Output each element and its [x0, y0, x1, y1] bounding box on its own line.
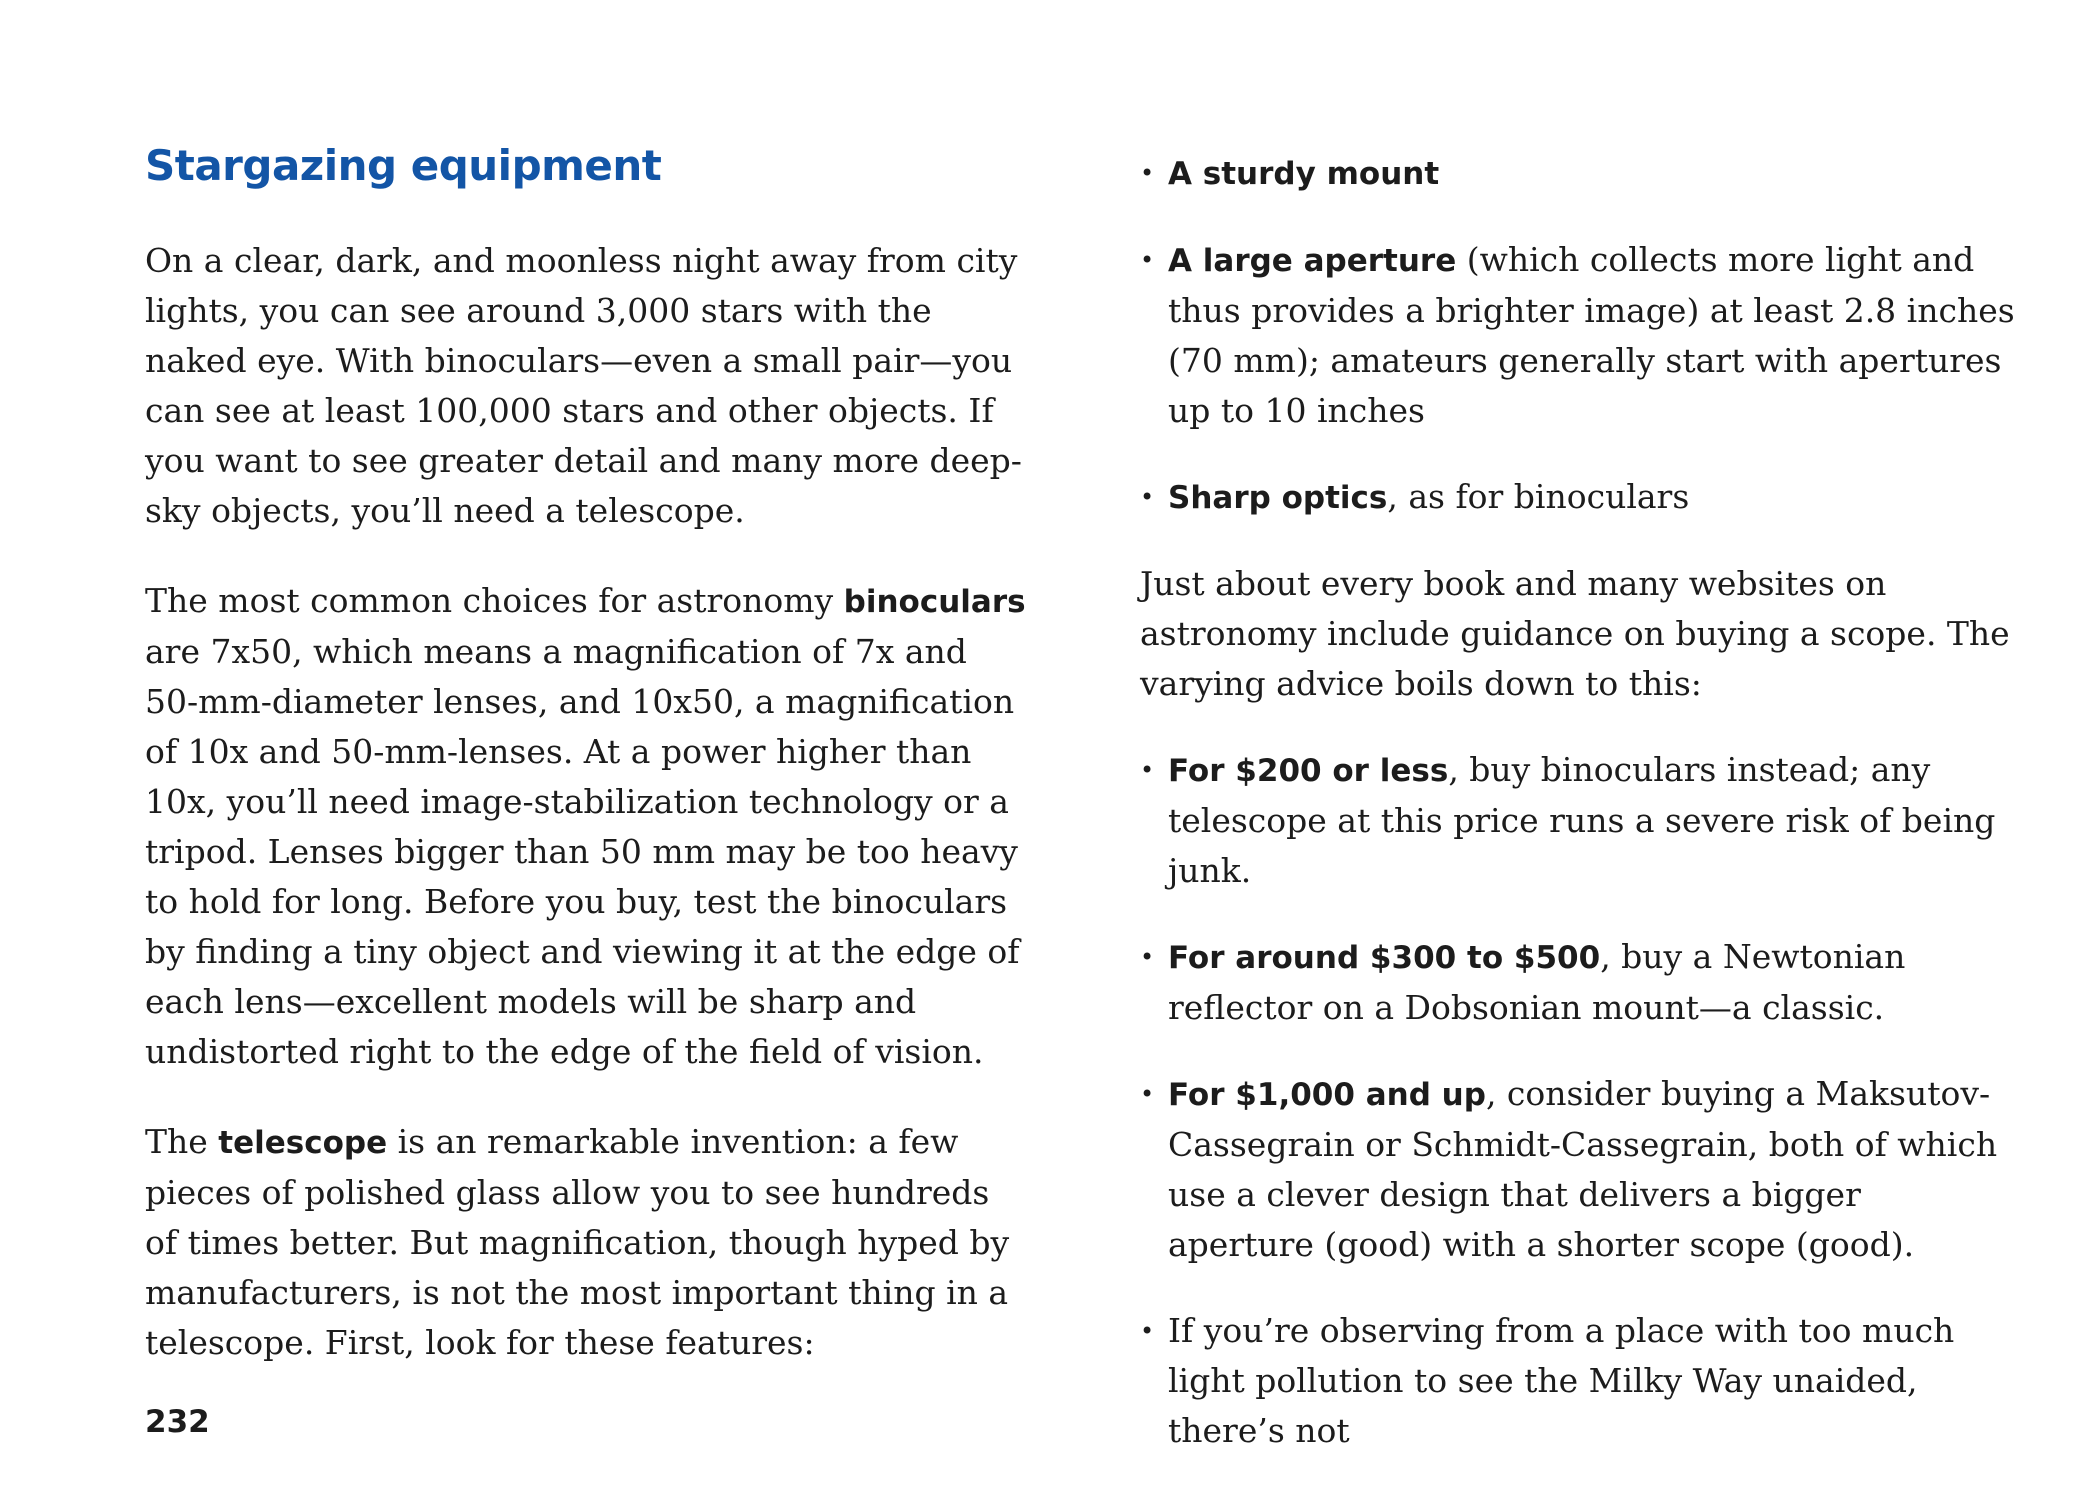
text-segment: , buy a Newtonian reflector on a Dobsonian mount—a classic. — [1168, 937, 1906, 1027]
text-segment: Sharp optics — [1168, 480, 1388, 516]
text-segment: is an remarkable invention: a few pieces of polished glass allow you to see hundreds of times better. But magnification, though hyped by manufacturers, is not the most important thing in a telescope. First, look for these features: — [145, 1122, 1010, 1362]
list-item — [1140, 1069, 2015, 1270]
text-segment: Just about every book and many websites on astronomy include guidance on buying a scope. The varying advice boils down to this: — [1140, 564, 2010, 703]
list-item — [1140, 148, 2015, 199]
paragraph — [1140, 559, 2015, 709]
text-segment: binoculars — [843, 584, 1026, 620]
text-segment: For $1,000 and up — [1168, 1077, 1486, 1113]
text-segment: The most common choices for astronomy — [145, 581, 844, 620]
list-item — [1140, 1306, 2015, 1456]
bullet-icon: • — [1140, 483, 1155, 511]
text-segment: If you’re observing from a place with too much light pollution to see the Milky Way unaided, there’s not — [1168, 1311, 1955, 1450]
page-title: Stargazing equipment — [145, 141, 662, 190]
page-number: 232 — [145, 1404, 210, 1440]
text-segment: (which collects more light and thus provides a brighter image) at least 2.8 inches (70 mm); amateurs generally start with apertures up to 10 inches — [1168, 240, 2015, 430]
left-column — [145, 142, 1030, 1408]
bullet-icon: • — [1140, 246, 1155, 274]
bullet-icon: • — [1140, 943, 1155, 971]
paragraph — [145, 576, 1030, 1077]
text-segment: , as for binoculars — [1387, 477, 1690, 516]
bullet-icon: • — [1140, 756, 1155, 784]
text-segment: , consider buying a Maksutov-Cassegrain or Schmidt-Cassegrain, both of which use a clever design that delivers a bigger aperture (good) with a shorter scope (good). — [1168, 1074, 1998, 1264]
bullet-icon: • — [1140, 159, 1155, 187]
left-column-paragraphs — [145, 236, 1030, 1368]
bullet-icon: • — [1140, 1317, 1155, 1345]
text-segment: For $200 or less — [1168, 753, 1449, 789]
paragraph — [145, 1117, 1030, 1368]
text-segment: A large aperture — [1168, 243, 1457, 279]
list-item — [1140, 745, 2015, 896]
text-segment: On a clear, dark, and moonless night away from city lights, you can see around 3,000 stars with the naked eye. With binoculars—even a small pair—you can see at least 100,000 stars and other objects. If you want to see greater detail and many more deep-sky objects, you’ll need a telescope. — [145, 241, 1022, 530]
list-item — [1140, 932, 2015, 1033]
text-segment: The — [145, 1122, 219, 1161]
text-segment: are 7x50, which means a magnification of 7x and 50-mm-diameter lenses, and 10x50, a magnification of 10x and 50-mm-lenses. At a power higher than 10x, you’ll need image-stabilization technology or a tripod. Lenses bigger than 50 mm may be too heavy to hold for long. Before you buy, test the binoculars by finding a tiny object and viewing it at the edge of each lens—excellent models will be sharp and undistorted right to the edge of the field of vision. — [145, 632, 1020, 1071]
bullet-icon: • — [1140, 1080, 1155, 1108]
paragraph — [145, 236, 1030, 536]
text-segment: For around $300 to $500 — [1168, 940, 1601, 976]
text-segment: telescope — [218, 1125, 388, 1161]
list-item — [1140, 235, 2015, 436]
right-column — [1140, 148, 2015, 1492]
text-segment: A sturdy mount — [1168, 156, 1440, 192]
text-segment: , buy binoculars instead; any telescope at this price runs a severe risk of being junk. — [1168, 750, 1996, 890]
list-item — [1140, 472, 2015, 523]
